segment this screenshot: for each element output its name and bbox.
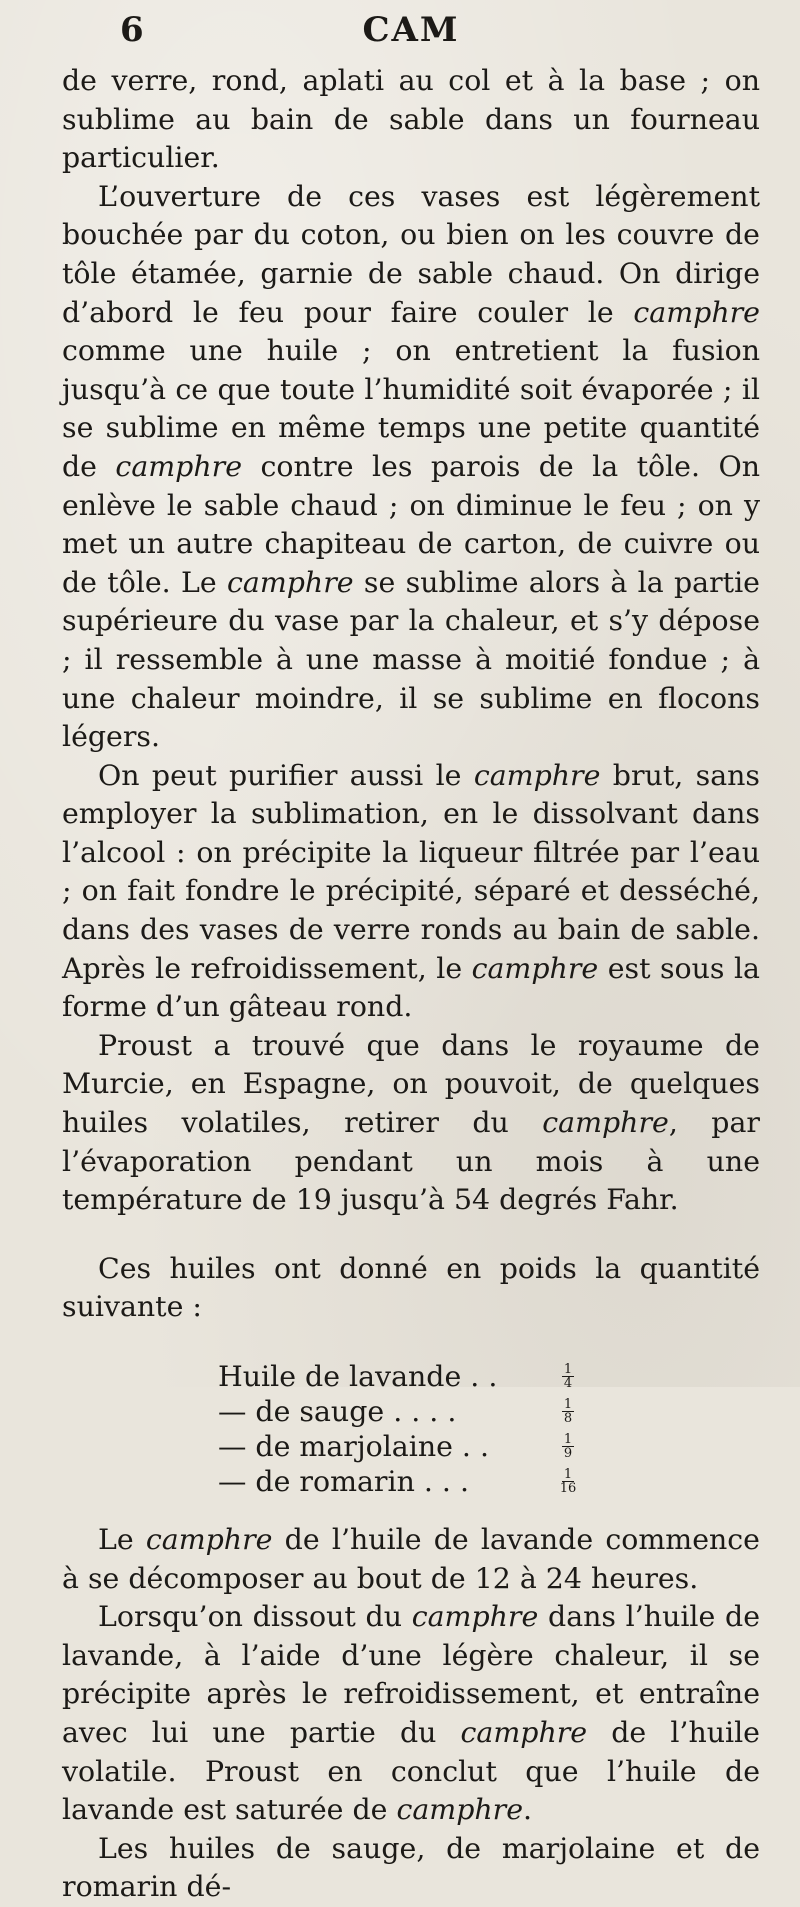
paragraph-2: L’ouverture de ces vases est légèrement bouchée par du coton, ou bien on les couvre de tôle étamée, garnie de sable chaud. On dirige d’abord le feu pour faire couler le camphre comme une huile ; on entretient la fusion jusqu’à ce que toute l’humidité soit évaporée ; il se sublime en même temps une petite quantité de camphre contre les parois de la tôle. On enlève le sable chaud ; on diminue le feu ; on y met un autre chapiteau de carton, de cuivre ou de tôle. Le camphre se sublime alors à la partie supérieure du vase par la chaleur, et s’y dépose ; il ressemble à une masse à moitié fondue ; à une chaleur moindre, il se sublime en flocons légers. [62,179,761,754]
page-header [62,0,760,62]
oil-label: — de romarin . . . [218,1465,470,1498]
paragraph-3: On peut purifier aussi le camphre brut, sans employer la sublimation, en le dissolvant dans l’alcool : on précipite la liqueur filtrée par l’eau ; on fait fondre le précipité, séparé et desséché, dans des vases de verre ronds au bain de sable. Après le refroidissement, le camphre est sous la forme d’un gâteau rond. [62,758,760,1024]
oil-label: — de marjolaine . . [218,1430,490,1463]
fraction: $\frac{1}{9}$ [563,1432,573,1461]
term-camphre: camphre [227,565,354,599]
paragraph-7: Lorsqu’on dissout du camphre dans l’huile de lavande, à l’aide d’une légère chaleur, il se précipite après le refroidissement, et entraîne avec lui une partie du camphre de l’huile volatile. Proust en conclut que l’huile de lavande est saturée de camphre. [62,1600,760,1827]
term-camphre: camphre [411,1600,539,1634]
table-row [218,1359,578,1394]
paragraph-6: Le camphre de l’huile de lavande commence à se décomposer au bout de 12 à 24 heures. [62,1523,760,1595]
term-camphre: camphre [542,1106,669,1140]
running-head: CAM [362,10,460,50]
oil-label: Huile de lavande . . [218,1360,498,1393]
paragraph-8: Les huiles de sauge, de marjolaine et de romarin dé- [62,1831,760,1904]
paragraph-4: Proust a trouvé que dans le royaume de Murcie, en Espagne, on pouvoit, de quelques huiles volatiles, retirer du camphre, par l’évaporation pendant un mois à une température de 19 jusqu’à 54 degrés Fahr. [62,1028,760,1217]
body-text [62,62,760,1907]
paragraph-1: de verre, rond, aplati au col et à la base ; on sublime au bain de sable dans un fourneau particulier. [62,64,760,175]
table-row [218,1464,578,1499]
term-camphre: camphre [145,1523,273,1556]
fraction: $\frac{1}{8}$ [563,1397,573,1426]
table-row [218,1429,578,1464]
fraction: $\frac{1}{4}$ [563,1362,573,1391]
fraction: $\frac{1}{16}$ [559,1467,577,1496]
term-camphre: camphre [471,951,599,985]
oil-quantity-table [218,1359,578,1499]
page-number: 6 [120,10,145,50]
term-camphre: camphre [396,1793,524,1827]
term-camphre: camphre [115,449,243,483]
term-camphre: camphre [473,758,601,792]
term-camphre: camphre [460,1715,588,1749]
term-camphre: camphre [633,295,760,329]
oil-label: — de sauge . . . . [218,1395,457,1428]
table-row [218,1394,578,1429]
paragraph-5: Ces huiles ont donné en poids la quantité suivante : [62,1251,760,1324]
